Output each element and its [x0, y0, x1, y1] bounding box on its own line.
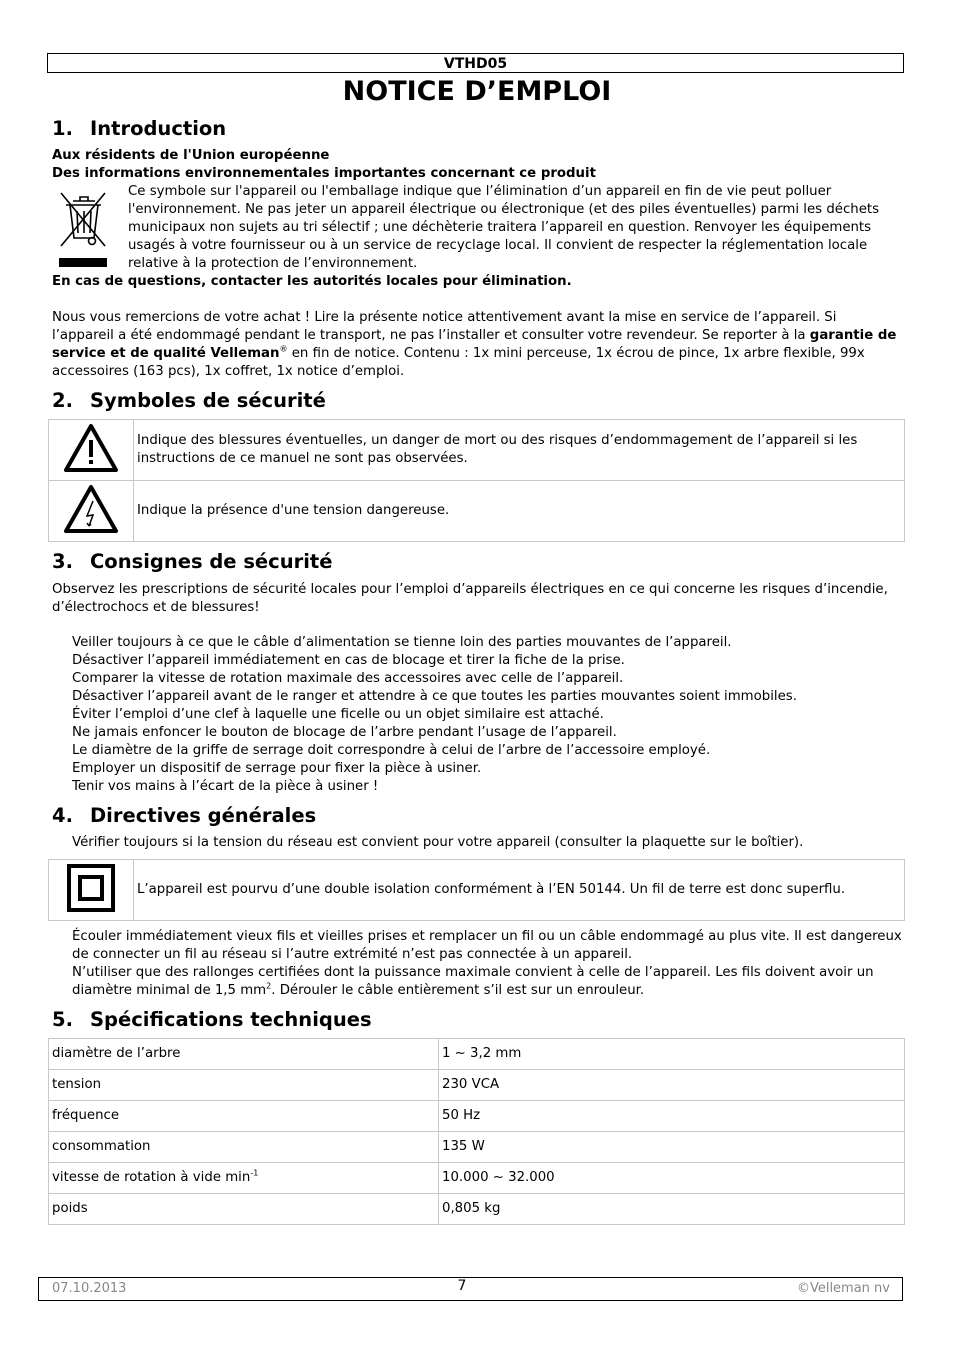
voltage-check-text: Vérifier toujours si la tension du réseau est convient pour votre appareil (consulter la plaquette sur le boîtier). — [72, 835, 804, 850]
extension-text: N’utiliser que des rallonges certifiées dont la puissance maximale convient à celle de l’appareil. Les fils doivent avoir un diamètre minimal de 1,5 mm — [72, 965, 874, 998]
list-item: Tenir vos mains à l’écart de la pièce à usiner ! — [72, 779, 379, 794]
spec-value: 135 W — [439, 1132, 905, 1163]
section-3-heading — [52, 550, 332, 574]
section-number: 4. — [52, 804, 73, 827]
list-item: Éviter l’emploi d’une clef à laquelle une ficelle ou un objet similaire est attaché. — [72, 707, 604, 722]
section-title: Consignes de sécurité — [90, 550, 333, 573]
registered-mark: ® — [279, 344, 288, 354]
spec-value: 10.000 ~ 32.000 — [439, 1163, 905, 1194]
spec-value: 230 VCA — [439, 1070, 905, 1101]
section-number: 2. — [52, 389, 73, 412]
page-number: 7 — [457, 1278, 467, 1294]
superscript: -1 — [250, 1168, 259, 1178]
double-insulation-icon — [49, 860, 134, 921]
high-voltage-icon — [49, 481, 134, 542]
table-row — [49, 1132, 905, 1163]
symbol-description: Indique la présence d'une tension dangereuse. — [134, 481, 905, 542]
section-title: Introduction — [90, 117, 227, 140]
table-row — [49, 1163, 905, 1194]
list-item: Désactiver l’appareil immédiatement en cas de blocage et tirer la fiche de la prise. — [72, 653, 625, 668]
symbol-description: Indique des blessures éventuelles, un danger de mort ou des risques d’endommagement de l’appareil si les instructions de ce manuel ne sont pas observées. — [134, 420, 905, 481]
table-row — [49, 1101, 905, 1132]
weee-bin-icon — [55, 186, 111, 270]
page-title: NOTICE D’EMPLOI — [342, 76, 612, 107]
weee-text: Ce symbole sur l'appareil ou l'emballage indique que l’élimination d’un appareil en fin de vie peut polluer l'environnement. Ne pas jeter un appareil électrique ou électronique (et des piles éventuelles) parmi les déchets municipaux non sujets au tri sélectif ; une déchèterie traitera l’appareil en question. Renvoyer les équipements usagés à votre fournisseur ou à un service de recyclage local. Il convient de respecter la réglementation locale relative à la protection de l’environnement. — [128, 184, 880, 271]
section-number: 5. — [52, 1008, 73, 1031]
section-5-heading — [52, 1008, 372, 1032]
spec-label: diamètre de l’arbre — [49, 1039, 439, 1070]
environment-info-line: Des informations environnementales importantes concernant ce produit — [52, 166, 596, 181]
extension-text-end: . Dérouler le câble entièrement s’il est sur un enrouleur. — [271, 983, 645, 998]
section-title: Directives générales — [90, 804, 317, 827]
section-number: 1. — [52, 117, 73, 140]
spec-label: tension — [49, 1070, 439, 1101]
spec-label: vitesse de rotation à vide min — [52, 1170, 251, 1185]
extension-cable-text — [72, 964, 902, 1000]
section-title: Spécifications techniques — [90, 1008, 372, 1031]
table-row — [49, 420, 905, 481]
table-row — [49, 1194, 905, 1225]
section-title: Symboles de sécurité — [90, 389, 326, 412]
spec-label: fréquence — [49, 1101, 439, 1132]
table-row — [49, 1039, 905, 1070]
intro-text-end: en fin de notice. Contenu : 1x mini perceuse, 1x écrou de pince, 1x arbre flexible, 99x accessoires (163 pcs), 1x coffret, 1x notice d’emploi. — [52, 346, 865, 379]
list-item: Comparer la vitesse de rotation maximale des accessoires avec celle de l’appareil. — [72, 671, 624, 686]
spec-value: 50 Hz — [439, 1101, 905, 1132]
superscript: 2 — [266, 981, 272, 991]
spec-value: 0,805 kg — [439, 1194, 905, 1225]
table-row — [49, 481, 905, 542]
section-number: 3. — [52, 550, 73, 573]
footer-copyright: ©Velleman nv — [796, 1281, 890, 1296]
warning-triangle-icon — [49, 420, 134, 481]
spec-label: consommation — [49, 1132, 439, 1163]
spec-label: poids — [49, 1194, 439, 1225]
eu-residents-line: Aux résidents de l'Union européenne — [52, 148, 330, 163]
intro-paragraph — [52, 309, 902, 381]
model-number: VTHD05 — [47, 53, 904, 73]
list-item: Employer un dispositif de serrage pour fixer la pièce à usiner. — [72, 761, 482, 776]
intro-text: Nous vous remercions de votre achat ! Lire la présente notice attentivement avant la mise en service de l’appareil. Si l’appareil a été endommagé pendant le transport, ne pas l’installer et consulter votre revendeur. Se reporter à la — [52, 310, 837, 343]
safety-intro: Observez les prescriptions de sécurité locales pour l’emploi d’appareils électriques en ce qui concerne les risques d’incendie, d’électrochocs et de blessures! — [52, 582, 888, 615]
section-4-heading — [52, 804, 316, 828]
class2-description: L’appareil est pourvu d’une double isolation conformément à l’EN 50144. Un fil de terre est donc superflu. — [134, 860, 905, 921]
questions-note: En cas de questions, contacter les autorités locales pour élimination. — [52, 274, 572, 289]
section-2-heading — [52, 389, 326, 413]
class2-table — [48, 859, 905, 921]
spec-value: 1 ~ 3,2 mm — [439, 1039, 905, 1070]
safety-symbols-table — [48, 419, 905, 542]
table-row — [49, 1070, 905, 1101]
cable-warning-text: Écouler immédiatement vieux fils et vieilles prises et remplacer un fil ou un câble endommagé au plus vite. Il est dangereux de connecter un fil au réseau si l’autre extrémité n’est pas connectée à un appareil. — [72, 929, 902, 962]
spec-label-cell — [49, 1163, 439, 1194]
list-item: Désactiver l’appareil avant de le ranger et attendre à ce que toutes les parties mouvantes soient immobiles. — [72, 689, 797, 704]
list-item: Ne jamais enfoncer le bouton de blocage de l’arbre pendant l’usage de l’appareil. — [72, 725, 617, 740]
safety-instructions-list — [72, 634, 902, 796]
table-row — [49, 860, 905, 921]
footer-date: 07.10.2013 — [52, 1281, 127, 1296]
section-1-heading — [52, 117, 226, 141]
list-item: Veiller toujours à ce que le câble d’alimentation se tienne loin des parties mouvantes de l’appareil. — [72, 635, 732, 650]
list-item: Le diamètre de la griffe de serrage doit correspondre à celui de l’arbre de l’accessoire employé. — [72, 743, 711, 758]
warranty-label: garantie de service et de qualité Velleman — [52, 328, 897, 361]
specifications-table — [48, 1038, 905, 1225]
